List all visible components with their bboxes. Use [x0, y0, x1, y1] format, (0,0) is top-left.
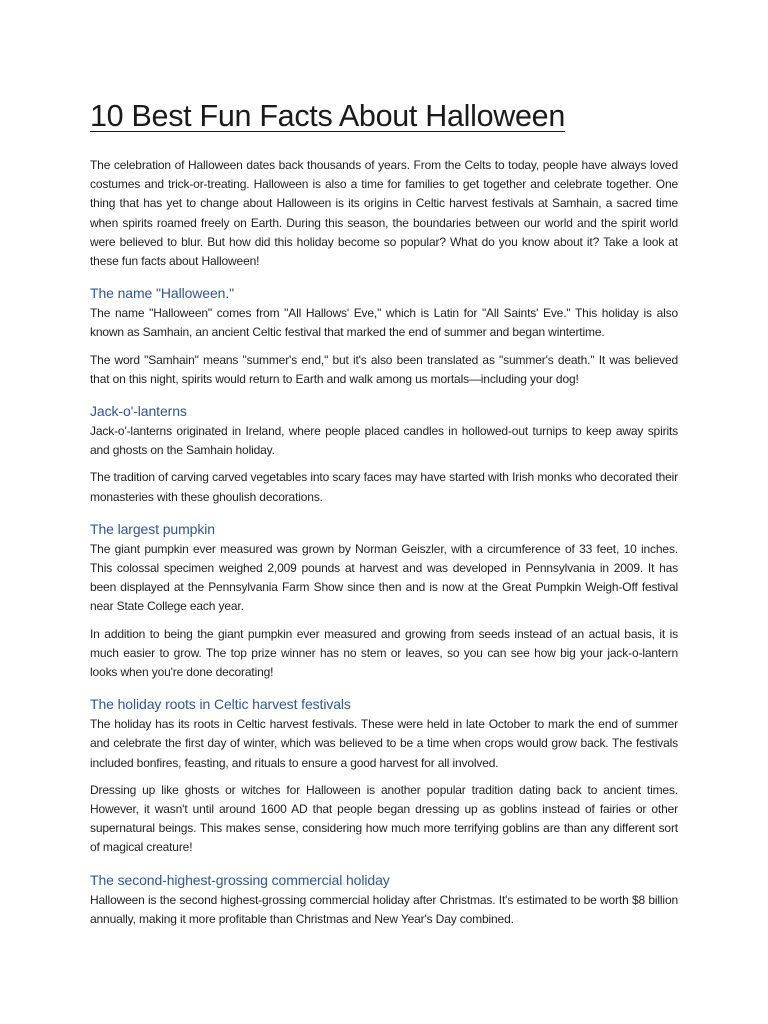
page-title: 10 Best Fun Facts About Halloween [90, 99, 565, 133]
section-celtic-harvest-roots [90, 694, 678, 857]
section-paragraph: The name "Halloween" comes from "All Hallows' Eve," which is Latin for "All Saints' Eve." This holiday is also known as Samhain, an ancient Celtic festival that marked the end of summer and began wintertime. [90, 306, 678, 340]
section-heading: The holiday roots in Celtic harvest festivals [90, 696, 351, 713]
section-heading: The name "Halloween." [90, 285, 235, 302]
section-commercial-holiday [90, 870, 678, 929]
section-paragraph: The giant pumpkin ever measured was grown by Norman Geiszler, with a circumference of 33 feet, 10 inches. This colossal specimen weighed 2,009 pounds at harvest and was developed in Pennsylvania in 2009. It has been displayed at the Pennsylvania Farm Show since then and is now at the Great Pumpkin Weigh-Off festival near State College each year. [90, 541, 678, 614]
section-paragraph: Jack-o'-lanterns originated in Ireland, where people placed candles in hollowed-out turnips to keep away spirits and ghosts on the Samhain holiday. [90, 424, 678, 458]
section-name-halloween [90, 283, 678, 389]
section-heading: Jack-o'-lanterns [90, 403, 187, 420]
section-paragraph: Dressing up like ghosts or witches for Halloween is another popular tradition dating back to ancient times. However, it wasn't until around 1600 AD that people began dressing up as goblins instead of fairies or other supernatural beings. This makes sense, considering how much more terrifying goblins are than any different sort of magical creature! [90, 782, 678, 855]
section-paragraph: Halloween is the second highest-grossing commercial holiday after Christmas. It's estimated to be worth $8 billion annually, making it more profitable than Christmas and New Year's Day combined. [90, 892, 678, 926]
section-largest-pumpkin [90, 519, 678, 682]
section-paragraph: In addition to being the giant pumpkin ever measured and growing from seeds instead of an actual basis, it is much easier to grow. The top prize winner has no stem or leaves, so you can see how big your jack-o-lantern looks when you're done decorating! [90, 626, 678, 680]
intro-paragraph: The celebration of Halloween dates back thousands of years. From the Celts to today, people have always loved costumes and trick-or-treating. Halloween is also a time for families to get together and celebrate together. One thing that has yet to change about Halloween is its origins in Celtic harvest festivals at Samhain, a sacred time when spirits roamed freely on Earth. During this season, the boundaries between our world and the spirit world were believed to blur. But how did this holiday become so popular? What do you know about it? Take a look at these fun facts about Halloween! [90, 158, 678, 269]
section-jack-o-lanterns [90, 401, 678, 507]
section-heading: The second-highest-grossing commercial holiday [90, 871, 390, 888]
section-paragraph: The tradition of carving carved vegetables into scary faces may have started with Irish monks who decorated their monasteries with these ghoulish decorations. [90, 470, 678, 504]
section-paragraph: The holiday has its roots in Celtic harvest festivals. These were held in late October to mark the end of summer and celebrate the first day of winter, which was believed to be a time when crops would grow back. The festivals included bonfires, feasting, and rituals to ensure a good harvest for all involved. [90, 717, 678, 770]
section-paragraph: The word "Samhain" means "summer's end," but it's also been translated as "summer's death." It was believed that on this night, spirits would return to Earth and walk among us mortals—including your dog! [90, 352, 678, 386]
section-heading: The largest pumpkin [90, 520, 215, 537]
document-content [90, 98, 678, 937]
